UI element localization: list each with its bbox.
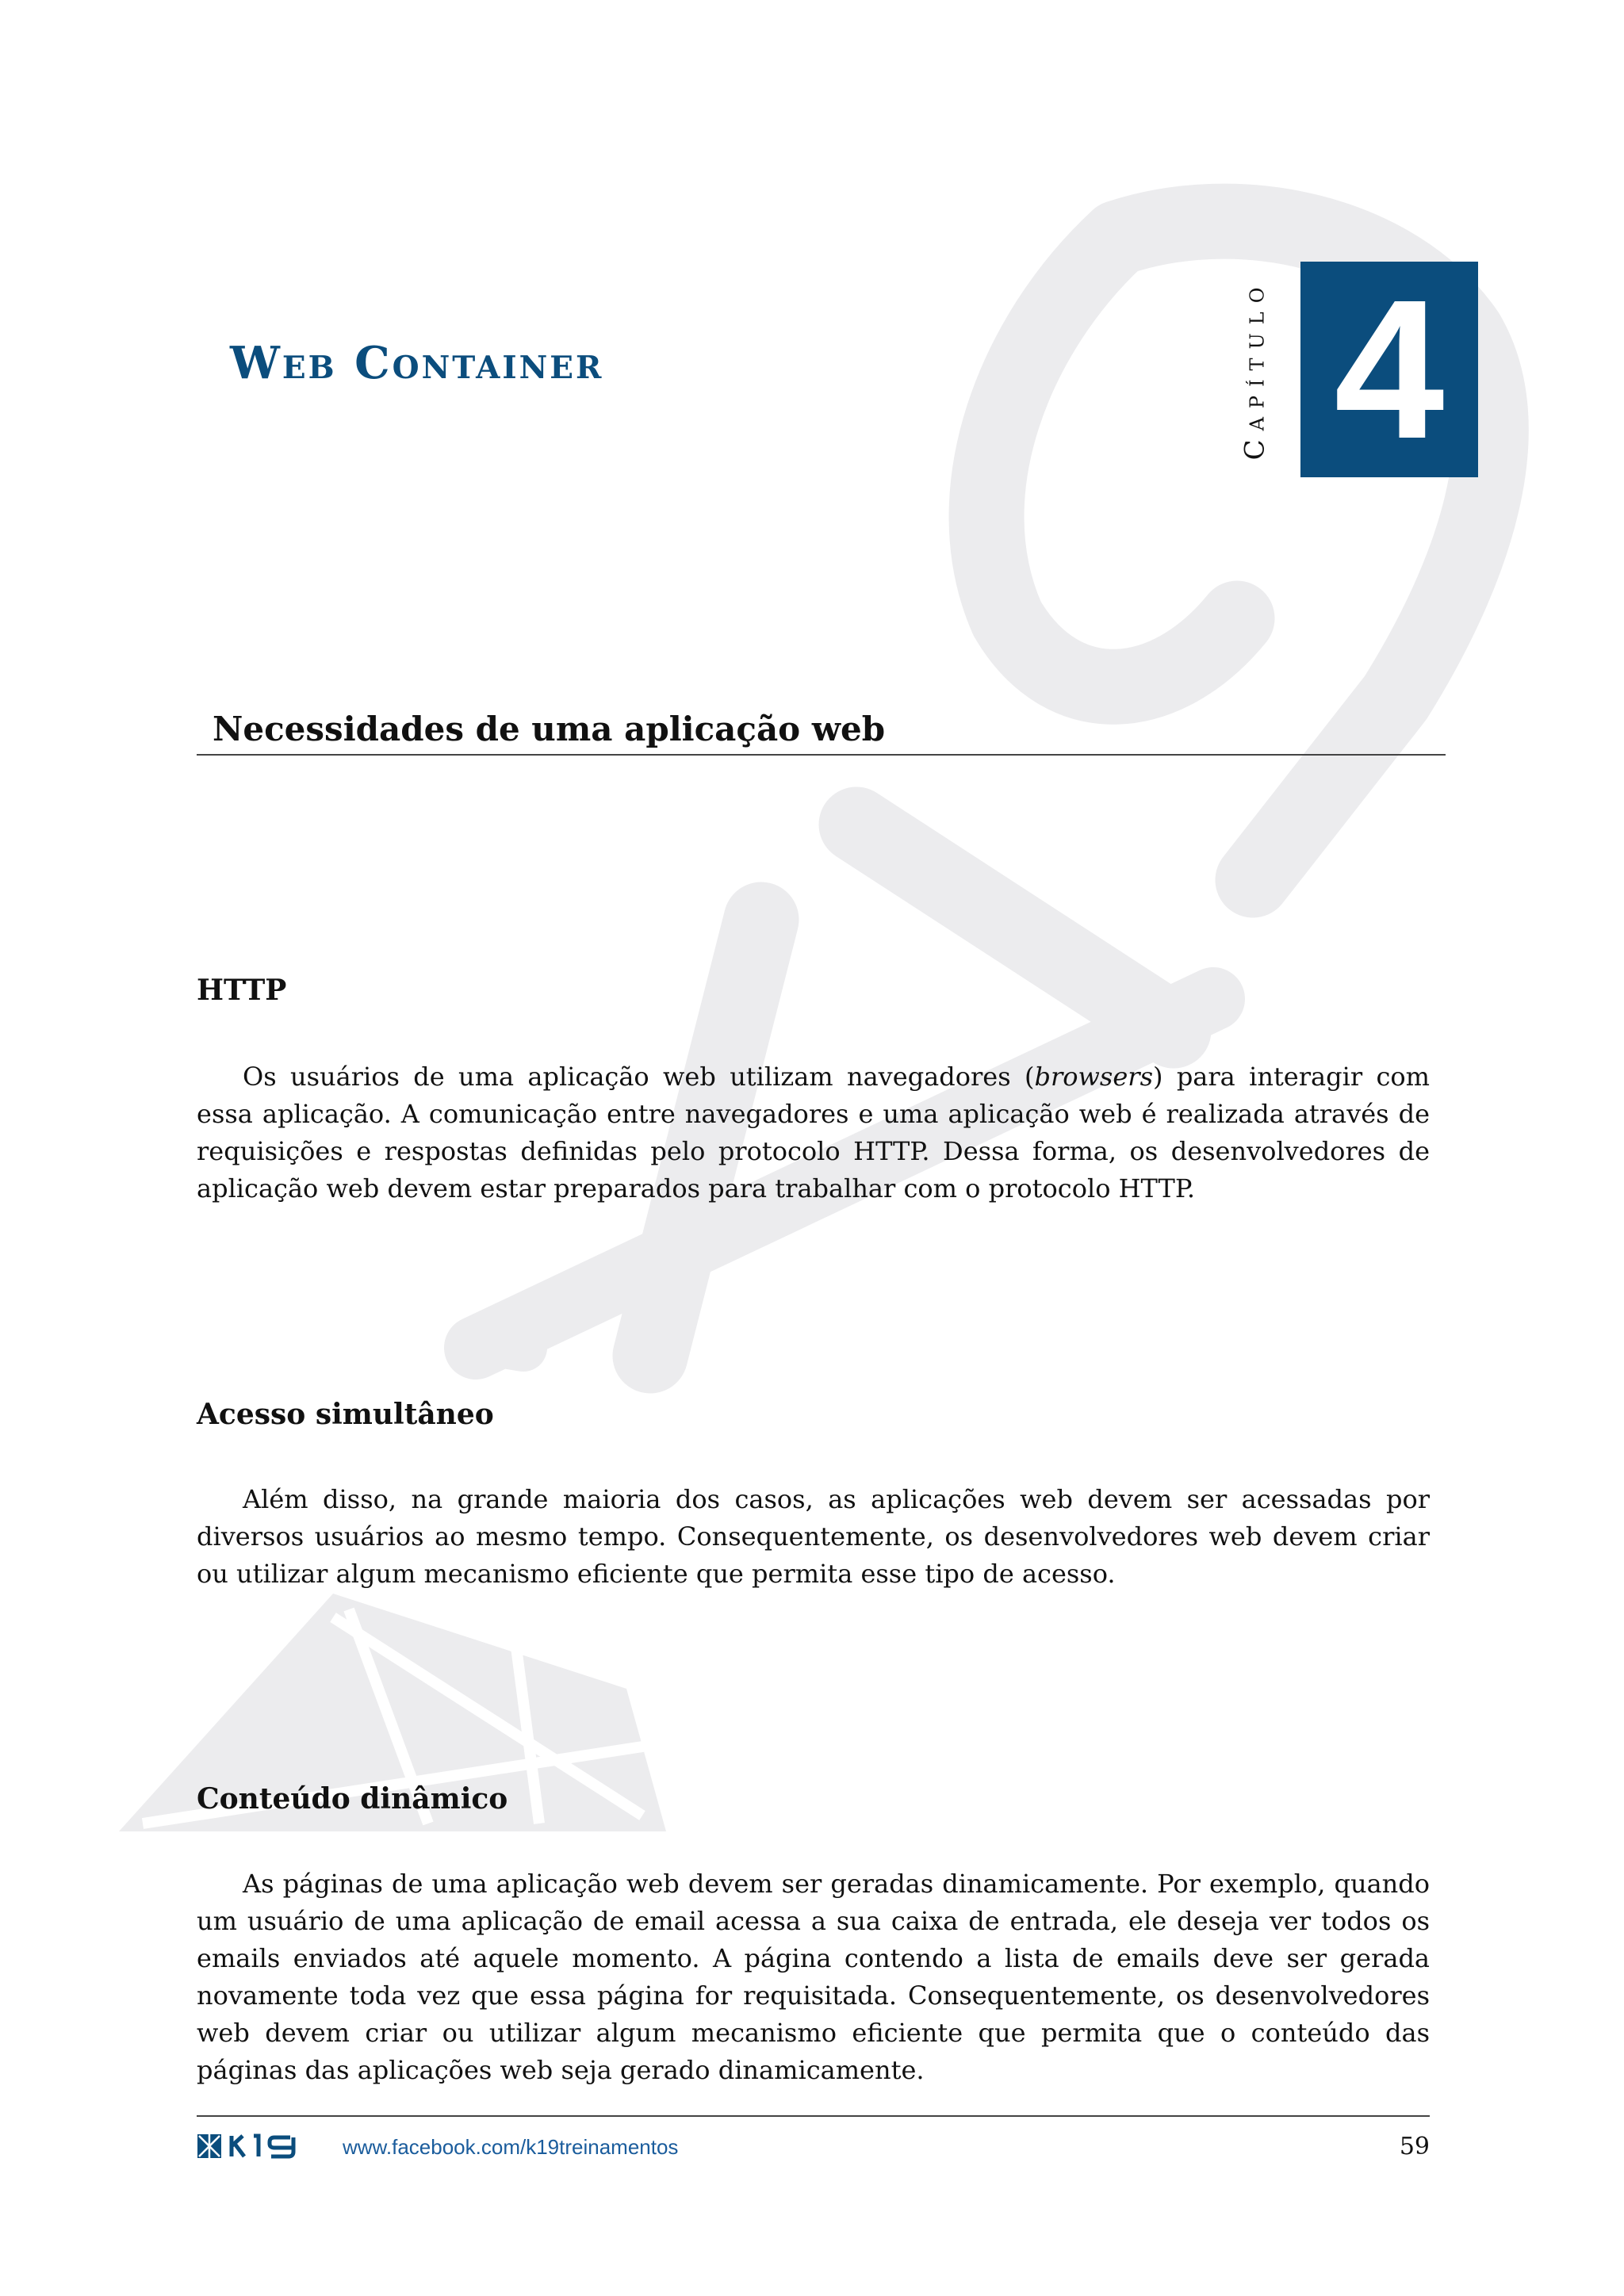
page-number: 59 bbox=[1399, 2133, 1430, 2160]
chapter-label bbox=[1234, 262, 1275, 477]
paragraph-http-part1: Os usuários de uma aplicação web utilizam navegadores ( bbox=[243, 1062, 1035, 1092]
chapter-number: 4 bbox=[1334, 258, 1445, 480]
subsection-heading-conteudo: Conteúdo dinâmico bbox=[197, 1782, 508, 1816]
chapter-title: Web Container bbox=[230, 337, 604, 389]
chapter-number-box bbox=[1300, 258, 1478, 480]
paragraph-acesso: Além disso, na grande maioria dos casos, as aplicações web devem ser acessadas por diversos usuários ao mesmo tempo. Consequentemente, os desenvolvedores web devem criar ou utilizar algum mecanismo eficiente que permita esse tipo de acesso. bbox=[197, 1484, 1430, 1589]
k19-logo bbox=[197, 2133, 320, 2160]
footer-divider bbox=[197, 2115, 1430, 2117]
paragraph-conteudo: As páginas de uma aplicação web devem ser geradas dinamicamente. Por exemplo, quando um usuário de uma aplicação de email acessa a sua caixa de entrada, ele deseja ver todos os emails enviados até aquele momento. A página contendo a lista de emails deve ser gerada novamente toda vez que essa página for requisitada. Consequentemente, os desenvolvedores web devem criar ou utilizar algum mecanismo eficiente que permita que o conteúdo das páginas das aplicações web seja gerado dinamicamente. bbox=[197, 1869, 1430, 2085]
subsection-heading-acesso: Acesso simultâneo bbox=[197, 1398, 494, 1431]
paragraph-http-emphasis: browsers bbox=[1034, 1062, 1153, 1092]
section-divider bbox=[197, 754, 1446, 756]
section-title: Necessidades de uma aplicação web bbox=[213, 710, 886, 748]
subsection-heading-http: HTTP bbox=[197, 974, 287, 1007]
chapter-word: Capítulo bbox=[1239, 278, 1271, 461]
paragraph-http-part2: ) para interagir com essa aplicação. A comunicação entre navegadores e uma aplicação web é realizada através de requisições e respostas definidas pelo protocolo HTTP. Dessa forma, os desenvolvedores de aplicação web devem estar preparados para trabalhar com o protocolo HTTP. bbox=[197, 1062, 1431, 1203]
paragraph-http bbox=[197, 1058, 1430, 1207]
footer-facebook-link[interactable]: www.facebook.com/k19treinamentos bbox=[343, 2135, 679, 2159]
